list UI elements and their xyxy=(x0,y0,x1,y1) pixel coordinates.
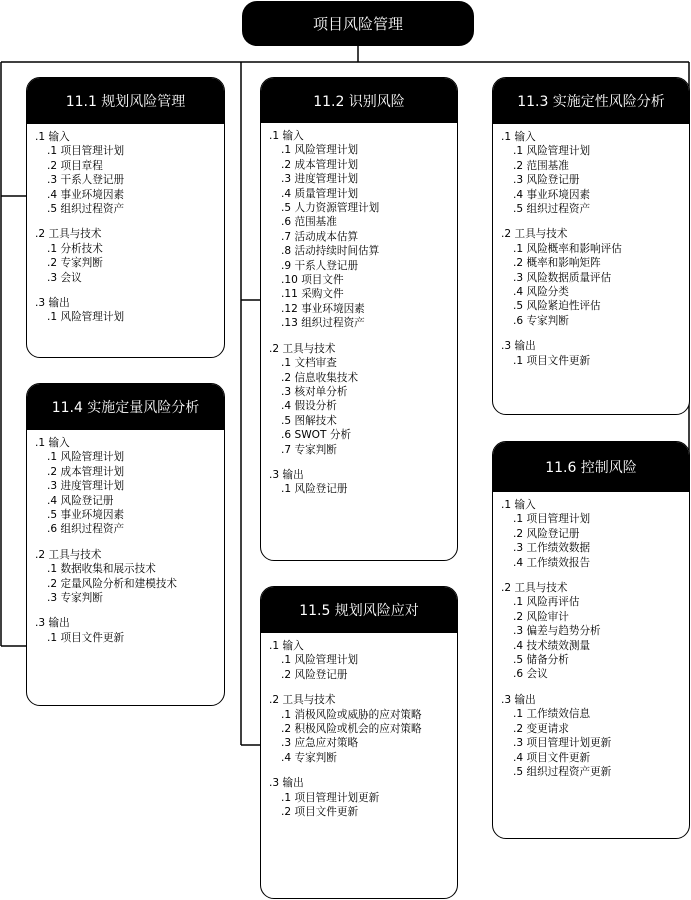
section-title: .3 输出 xyxy=(35,297,70,310)
list-item: .4 技术绩效测量 xyxy=(513,639,591,652)
tools-section xyxy=(35,227,218,285)
process-card-11-1 xyxy=(26,77,225,358)
list-item: .2 风险审计 xyxy=(513,610,569,623)
tools-section xyxy=(35,548,218,606)
section-title: .2 工具与技术 xyxy=(501,228,568,241)
card-body xyxy=(493,492,689,794)
list-item: .3 应急应对策略 xyxy=(281,737,359,750)
inputs-section xyxy=(501,498,683,570)
outputs-section xyxy=(501,339,683,368)
list-item: .3 进度管理计划 xyxy=(47,480,125,493)
card-header xyxy=(27,78,224,124)
tools-section xyxy=(501,581,683,682)
inputs-section xyxy=(35,436,218,537)
list-item: .2 成本管理计划 xyxy=(47,465,125,478)
section-title: .2 工具与技术 xyxy=(35,228,102,241)
section-title: .1 输入 xyxy=(501,131,536,143)
card-title: 11.4 实施定量风险分析 xyxy=(51,400,200,416)
list-item: .2 专家判断 xyxy=(47,257,103,270)
list-item: .9 干系人登记册 xyxy=(281,259,359,272)
section-title: .2 工具与技术 xyxy=(269,342,336,355)
inputs-section xyxy=(269,639,451,682)
list-item: .2 范围基准 xyxy=(513,159,569,172)
list-item: .4 事业环境因素 xyxy=(513,188,591,201)
list-item: .3 项目管理计划更新 xyxy=(513,737,612,750)
card-title: 11.6 控制风险 xyxy=(545,460,637,476)
section-title: .3 输出 xyxy=(269,777,304,790)
list-item: .6 专家判断 xyxy=(513,314,569,327)
list-item: .7 活动成本估算 xyxy=(281,230,359,243)
list-item: .1 消极风险或威胁的应对策略 xyxy=(281,708,422,721)
list-item: .1 风险管理计划 xyxy=(513,145,591,158)
section-title: .2 工具与技术 xyxy=(269,694,336,707)
list-item: .10 项目文件 xyxy=(281,274,344,287)
list-item: .5 事业环境因素 xyxy=(47,509,125,522)
list-item: .4 专家判断 xyxy=(281,751,337,764)
section-title: .3 输出 xyxy=(501,340,536,353)
root-node xyxy=(242,1,474,46)
list-item: .1 项目文件更新 xyxy=(47,631,125,644)
list-item: .1 工作绩效信息 xyxy=(513,708,591,721)
list-item: .3 风险数据质量评估 xyxy=(513,271,612,284)
list-item: .1 项目管理计划 xyxy=(47,145,125,158)
process-card-11-4 xyxy=(26,383,225,706)
list-item: .4 工作绩效报告 xyxy=(513,556,591,569)
list-item: .2 项目文件更新 xyxy=(281,806,359,819)
list-item: .5 图解技术 xyxy=(281,414,337,427)
list-item: .6 会议 xyxy=(513,668,548,681)
list-item: .2 项目章程 xyxy=(47,159,103,172)
section-title: .1 输入 xyxy=(269,640,304,652)
section-title: .1 输入 xyxy=(35,131,70,143)
process-card-11-6 xyxy=(492,441,690,839)
section-title: .1 输入 xyxy=(35,437,70,449)
list-item: .2 信息收集技术 xyxy=(281,371,359,384)
list-item: .3 专家判断 xyxy=(47,592,103,605)
card-body xyxy=(493,124,689,383)
list-item: .2 定量风险分析和建模技术 xyxy=(47,577,178,590)
outputs-section xyxy=(501,693,683,779)
list-item: .5 风险紧迫性评估 xyxy=(513,300,601,313)
list-item: .2 概率和影响矩阵 xyxy=(513,257,601,270)
list-item: .2 成本管理计划 xyxy=(281,158,359,171)
inputs-section xyxy=(501,130,683,216)
list-item: .5 组织过程资产更新 xyxy=(513,765,612,778)
card-body xyxy=(261,123,457,512)
outputs-section xyxy=(35,616,218,645)
section-title: .1 输入 xyxy=(269,130,304,142)
root-title: 项目风险管理 xyxy=(312,15,403,33)
list-item: .6 范围基准 xyxy=(281,216,337,229)
list-item: .5 组织过程资产 xyxy=(513,203,591,216)
list-item: .3 会议 xyxy=(47,271,82,284)
list-item: .3 偏差与趋势分析 xyxy=(513,625,601,638)
list-item: .1 项目管理计划 xyxy=(513,513,591,526)
list-item: .1 数据收集和展示技术 xyxy=(47,563,156,576)
process-card-11-2 xyxy=(260,77,458,561)
list-item: .1 风险登记册 xyxy=(281,483,348,496)
tools-section xyxy=(269,693,451,765)
list-item: .8 活动持续时间估算 xyxy=(281,245,380,258)
card-header xyxy=(27,384,224,430)
section-title: .2 工具与技术 xyxy=(35,548,102,561)
list-item: .1 文档审查 xyxy=(281,357,337,370)
section-title: .2 工具与技术 xyxy=(501,582,568,595)
inputs-section xyxy=(35,130,218,216)
list-item: .4 事业环境因素 xyxy=(47,188,125,201)
list-item: .4 项目文件更新 xyxy=(513,751,591,764)
section-title: .1 输入 xyxy=(501,499,536,511)
card-header xyxy=(261,78,457,123)
list-item: .3 工作绩效数据 xyxy=(513,542,591,555)
section-title: .3 输出 xyxy=(501,693,536,706)
list-item: .5 储备分析 xyxy=(513,654,569,667)
list-item: .1 风险管理计划 xyxy=(47,451,125,464)
list-item: .2 风险登记册 xyxy=(281,668,348,681)
list-item: .2 积极风险或机会的应对策略 xyxy=(281,723,422,736)
list-item: .1 风险管理计划 xyxy=(281,144,359,157)
card-title: 11.3 实施定性风险分析 xyxy=(517,94,665,110)
list-item: .11 采购文件 xyxy=(281,288,344,301)
list-item: .5 人力资源管理计划 xyxy=(281,202,380,215)
list-item: .2 风险登记册 xyxy=(513,527,580,540)
outputs-section xyxy=(269,468,451,497)
list-item: .4 风险分类 xyxy=(513,286,569,299)
tools-section xyxy=(501,227,683,328)
tools-section xyxy=(269,342,451,457)
list-item: .2 变更请求 xyxy=(513,722,569,735)
card-body xyxy=(261,633,457,834)
list-item: .1 项目管理计划更新 xyxy=(281,791,380,804)
card-header xyxy=(493,442,689,492)
list-item: .1 风险管理计划 xyxy=(47,311,125,324)
process-card-11-3 xyxy=(492,77,690,415)
list-item: .1 风险概率和影响评估 xyxy=(513,242,622,255)
list-item: .1 项目文件更新 xyxy=(513,354,591,367)
card-header xyxy=(493,78,689,124)
list-item: .3 风险登记册 xyxy=(513,174,580,187)
process-card-11-5 xyxy=(260,586,458,899)
inputs-section xyxy=(269,129,451,331)
list-item: .12 事业环境因素 xyxy=(281,302,365,315)
card-title: 11.1 规划风险管理 xyxy=(65,94,186,110)
list-item: .1 风险再评估 xyxy=(513,596,580,609)
list-item: .3 干系人登记册 xyxy=(47,174,125,187)
list-item: .5 组织过程资产 xyxy=(47,203,125,216)
list-item: .1 风险管理计划 xyxy=(281,654,359,667)
list-item: .6 SWOT 分析 xyxy=(281,429,352,442)
list-item: .3 核对单分析 xyxy=(281,385,348,398)
list-item: .3 进度管理计划 xyxy=(281,173,359,186)
card-header xyxy=(261,587,457,633)
list-item: .1 分析技术 xyxy=(47,242,103,255)
card-title: 11.2 识别风险 xyxy=(313,93,405,110)
list-item: .4 质量管理计划 xyxy=(281,187,359,200)
list-item: .7 专家判断 xyxy=(281,443,337,456)
outputs-section xyxy=(35,296,218,325)
list-item: .13 组织过程资产 xyxy=(281,317,365,330)
section-title: .3 输出 xyxy=(35,617,70,630)
list-item: .4 风险登记册 xyxy=(47,494,114,507)
list-item: .4 假设分析 xyxy=(281,400,337,413)
card-body xyxy=(27,124,224,340)
section-title: .3 输出 xyxy=(269,468,304,481)
outputs-section xyxy=(269,776,451,819)
list-item: .6 组织过程资产 xyxy=(47,523,125,536)
card-body xyxy=(27,430,224,660)
card-title: 11.5 规划风险应对 xyxy=(299,603,419,619)
